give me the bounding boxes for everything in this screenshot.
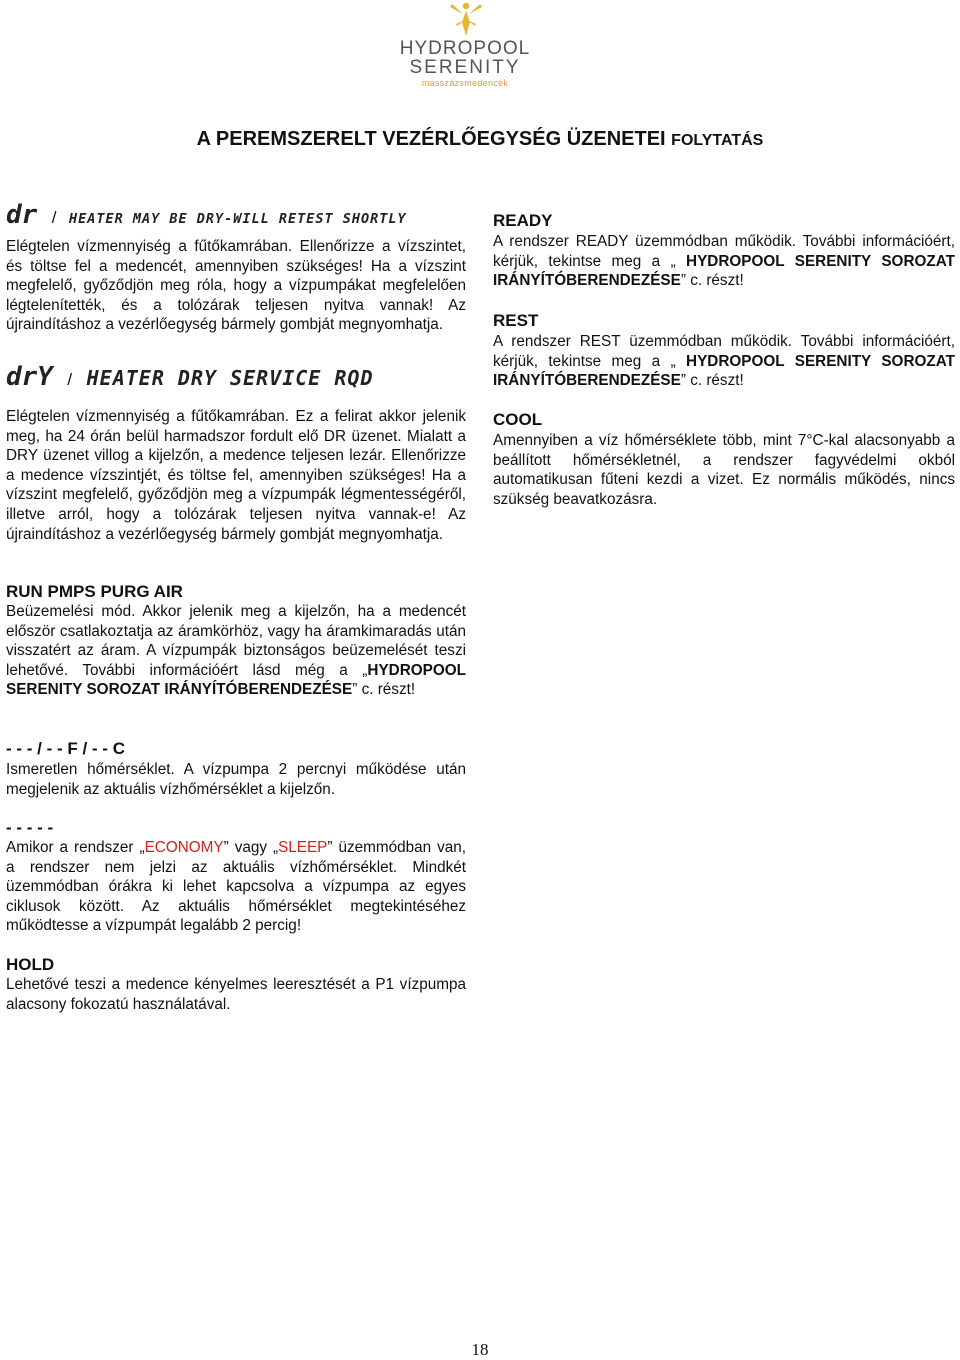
hydropool-logo-icon [436, 0, 496, 40]
run-text-before: Beüzemelési mód. Akkor jelenik meg a kijelzőn, ha a medencét először csatlakoztatja az áramkörhöz, vagy ha áramkimaradás után visszatért az áram. A vízpumpák biztonságos beüzemelését teszi lehetővé. További információért lásd még a „ [6, 603, 466, 679]
sleep-mode-label: SLEEP [278, 839, 328, 856]
cool-description: Amennyiben a víz hőmérséklete több, mint 7°C-kal alacsonyabb a beállított hőmérsékletnél, a rendszer fagyvédelmi okból automatikusan fűteni kezdi a vizet. Ez normális működés, nincs szükség beavatkozásra. [493, 432, 955, 508]
page-number: 18 [471, 1340, 489, 1359]
rest-heading: REST [493, 311, 539, 330]
rest-text-bold: HYDROPOOL SERENITY SOROZAT IRÁNYÍTÓBERENDEZÉSE [493, 352, 955, 390]
dr-code-line [6, 200, 476, 234]
run-text-after: ” c. részt! [352, 681, 416, 699]
page-title-main: A PEREMSZERELT VEZÉRLŐEGYSÉG ÜZENETEI [196, 128, 666, 150]
dry-code-line [6, 362, 476, 394]
page-title-sub: FOLYTATÁS [671, 132, 764, 149]
ready-text-before: A rendszer READY üzemmódban működik. További információért, kérjük, tekintse meg a „ [493, 233, 955, 270]
ready-text-after: ” c. részt! [680, 272, 744, 290]
run-text-bold: HYDROPOOL SERENITY SOROZAT IRÁNYÍTÓBERENDEZÉSE [6, 661, 466, 699]
hold-description: Lehetővé teszi a medence kényelmes leeresztését a P1 vízpumpa alacsony fokozatú használatával. [6, 976, 466, 1013]
rest-text-before: A rendszer REST üzemmódban működik. További információért, kérjük, tekintse meg a „ [493, 333, 955, 370]
unknown-temp-heading: - - - / - - F / - - C [6, 739, 125, 758]
ready-description [493, 232, 955, 291]
dr-code: dr [6, 200, 38, 230]
dashes-text-2: ” vagy „ [223, 839, 279, 856]
dry-description: Elégtelen vízmennyiség a fűtőkamrában. Ez a felirat akkor jelenik meg, ha 24 órán belül harmadszor fordult elő DR üzenet. Mialatt a DRY üzenet villog a kijelzőn, a medence teljesen lezár. Ellenőrizze a medence vízszintjét, és töltse fel, amennyiben szükséges! Ha a vízszint megfelelő, győződjön meg a vízpumpák légmentességéről, illetve arról, hogy a tolózárak teljesen nyitva vannak-e! Az újraindításhoz a vezérlőegység bármely gombját megnyomhatja. [6, 408, 466, 543]
economy-mode-label: ECONOMY [144, 839, 224, 856]
dry-slash: / [67, 370, 73, 389]
dr-display-text: HEATER MAY BE DRY-WILL RETEST SHORTLY [68, 211, 407, 227]
hold-heading: HOLD [6, 955, 55, 974]
run-heading: RUN PMPS PURG AIR [6, 582, 183, 601]
brand-name-line1: HYDROPOOL [399, 38, 531, 59]
rest-text-after: ” c. részt! [680, 372, 744, 390]
page-title [0, 128, 960, 151]
ready-heading: READY [493, 211, 553, 230]
dashes-text-1: Amikor a rendszer „ [6, 839, 145, 856]
dry-display-text: HEATER DRY SERVICE RQD [86, 366, 374, 390]
brand-name-line2: SERENITY [409, 57, 521, 78]
unknown-temp-description: Ismeretlen hőmérséklet. A vízpumpa 2 percnyi működése után megjelenik az aktuális vízhőmérséklet a kijelzőn. [6, 761, 466, 798]
ready-text-bold: HYDROPOOL SERENITY SOROZAT IRÁNYÍTÓBERENDEZÉSE [493, 252, 955, 290]
dr-slash: / [51, 208, 57, 227]
dashes-heading: - - - - - [6, 818, 54, 837]
dry-code: drY [6, 362, 53, 392]
dashes-text-3: ” üzemmódban van, a rendszer nem jelzi az aktuális vízhőmérséklet. Mindkét üzemmódban órákra ki lehet kapcsolva a vízpumpa az egyes ciklusok között. Az aktuális hőmérséklet megtekintéséhez működtesse a vízpumpát legalább 2 percig! [6, 839, 466, 935]
dr-description: Elégtelen vízmennyiség a fűtőkamrában. Ellenőrizze a vízszintet, és töltse fel a medencét, amennyiben szükséges! Ha a vízszint megfelelő, győződjön meg róla, hogy a vízpumpákat megfelelően légtelenítették, és a tolózárak teljesen nyitva vannak! Az újraindításhoz a vezérlőegység bármely gombját megnyomhatja. [6, 238, 466, 334]
dashes-description [6, 838, 466, 936]
brand-tagline: masszázsmedencék [421, 78, 509, 88]
cool-heading: COOL [493, 410, 543, 429]
rest-description [493, 332, 955, 391]
run-description [6, 602, 466, 700]
